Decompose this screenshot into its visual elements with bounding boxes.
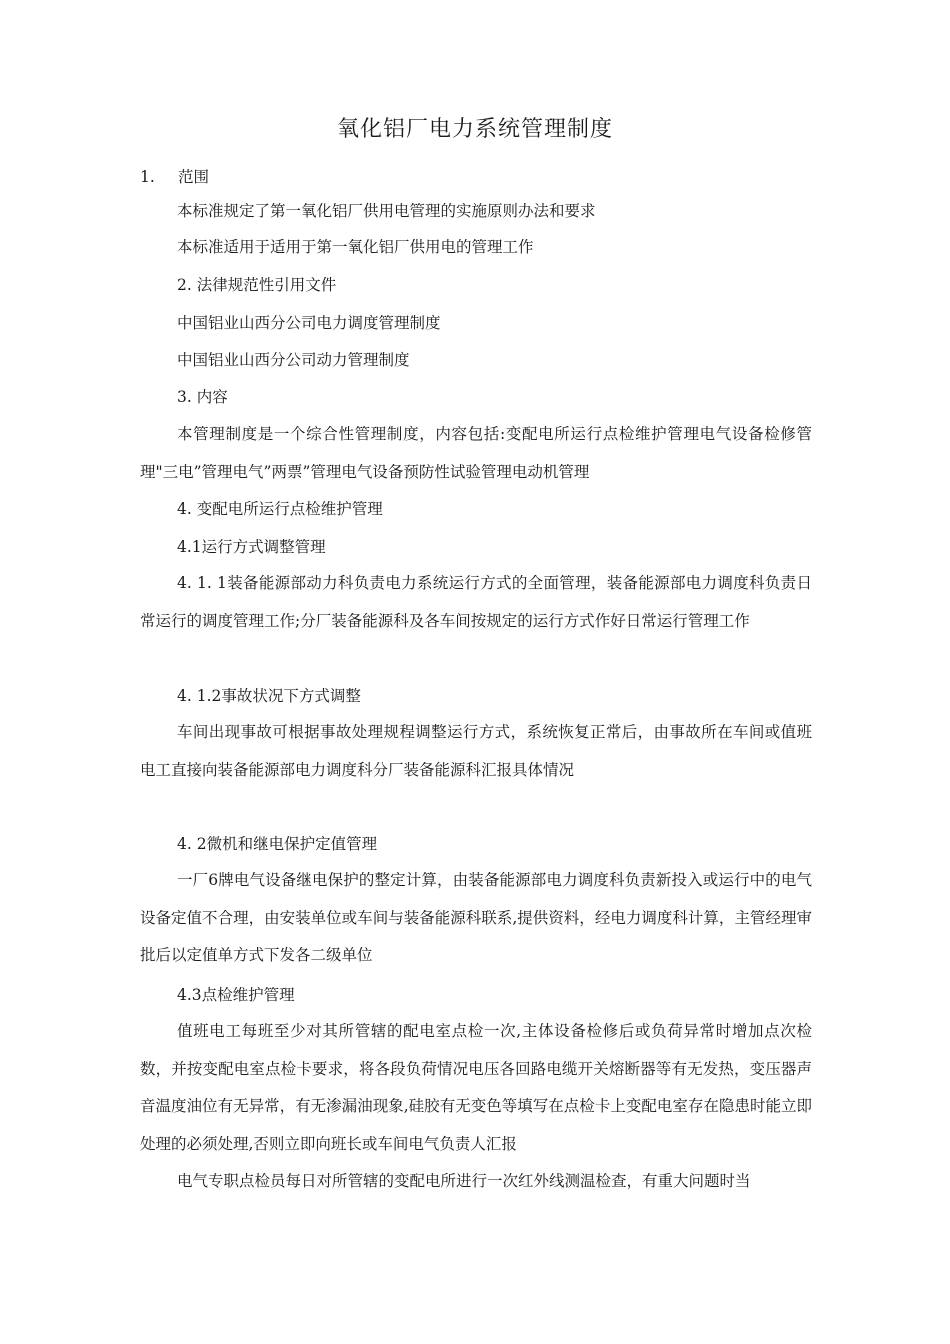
section-1-title: 范围 <box>178 168 210 186</box>
section-1-heading <box>140 166 209 188</box>
reference-1: 中国铝业山西分公司电力调度管理制度 <box>177 314 441 332</box>
section-4-2-heading: 4. 2微机和继电保护定值管理 <box>177 835 378 853</box>
section-4-3-heading: 4.3点检维护管理 <box>177 986 295 1004</box>
reference-2: 中国铝业山西分公司动力管理制度 <box>177 351 410 369</box>
section-4-1-2-heading: 4. 1.2事故状况下方式调整 <box>177 687 361 705</box>
section-4-1-heading: 4.1运行方式调整管理 <box>177 538 326 556</box>
section-3-heading: 3. 内容 <box>177 388 228 406</box>
content-paragraph: 本管理制度是一个综合性管理制度，内容包括:变配电所运行点检维护管理电气设备检修管理"三电”管理电气”两票”管理电气设备预防性试验管理电动机管理 <box>140 425 812 481</box>
scope-paragraph-1: 本标准规定了第一氧化铝厂供用电管理的实施原则办法和要求 <box>177 202 596 220</box>
section-4-2-paragraph: 一厂6牌电气设备继电保护的整定计算，由装备能源部电力调度科负责新投入或运行中的电气设备定值不合理，由安装单位或车间与装备能源科联系,提供资料，经电力调度科计算，主管经理审批后以定值单方式下发各二级单位 <box>140 871 812 964</box>
section-2-heading: 2. 法律规范性引用文件 <box>177 276 337 294</box>
section-4-3-paragraph-2: 电气专职点检员每日对所管辖的变配电所进行一次红外线测温检查，有重大问题时当 <box>177 1172 751 1190</box>
section-4-heading: 4. 变配电所运行点检维护管理 <box>177 500 383 518</box>
scope-paragraph-2: 本标准适用于适用于第一氧化铝厂供用电的管理工作 <box>177 238 534 256</box>
section-4-1-2-paragraph: 车间出现事故可根据事故处理规程调整运行方式，系统恢复正常后，由事故所在车间或值班电工直接向装备能源部电力调度科分厂装备能源科汇报具体情况 <box>140 723 812 779</box>
document-title: 氧化铝厂电力系统管理制度 <box>336 117 613 142</box>
section-4-1-1-paragraph: 4. 1. 1装备能源部动力科负责电力系统运行方式的全面管理，装备能源部电力调度科负责日常运行的调度管理工作;分厂装备能源科及各车间按规定的运行方式作好日常运行管理工作 <box>140 574 812 630</box>
section-4-3-paragraph-1: 值班电工每班至少对其所管辖的配电室点检一次,主体设备检修后或负荷异常时增加点次检数，并按变配电室点检卡要求，将各段负荷情况电压各回路电缆开关熔断器等有无发热，变压器声音温度油位有无异常，有无渗漏油现象,硅胶有无变色等填写在点检卡上变配电室存在隐患时能立即处理的必须处理,否则立即向班长或车间电气负责人汇报 <box>140 1022 812 1153</box>
section-1-number: 1. <box>140 168 155 186</box>
